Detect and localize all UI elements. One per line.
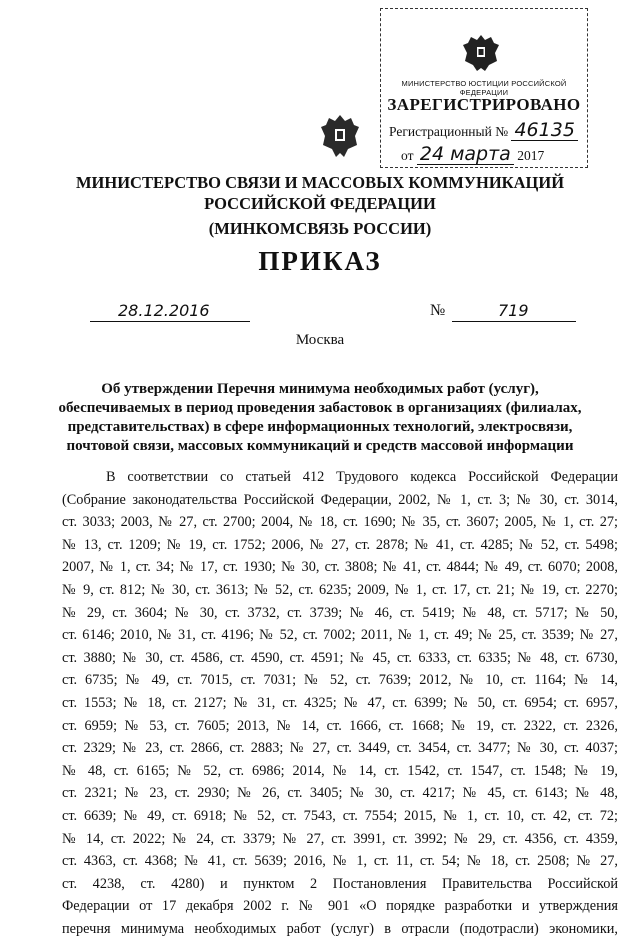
stamp-registered-label: ЗАРЕГИСТРИРОВАНО (387, 95, 581, 114)
body-line: ст. 2321; № 23, ст. 2930; № 26, ст. 3405; № 30, ст. 4217; № 45, ст. 6143; № 48, (62, 785, 618, 802)
body-line: ст. 4363, ст. 4368; № 41, ст. 5639; 2016, № 1, ст. 11, ст. 54; № 18, ст. 2508; № 27, (62, 853, 618, 870)
body-line: (Собрание законодательства Российской Федерации, 2002, № 1, ст. 3; № 30, ст. 3014, (62, 491, 618, 508)
number-sign: № (430, 302, 446, 319)
subject-line: почтовой связи, массовых коммуникаций и средств массовой информации (66, 438, 574, 454)
subject-line: представительствах) в сфере информационных технологий, электросвязи, (67, 419, 573, 435)
document-type-title: ПРИКАЗ (258, 246, 382, 276)
body-line: ст. 6639; № 49, ст. 6918; № 52, ст. 7543, ст. 7554; 2015, № 1, ст. 10, ст. 42, ст. 72; (62, 807, 618, 824)
body-line: В соответствии со статьей 412 Трудового кодекса Российской Федерации (106, 469, 618, 485)
order-number-field (452, 301, 576, 322)
ministry-name-line1: МИНИСТЕРСТВО СВЯЗИ И МАССОВЫХ КОММУНИКАЦИЙ (75, 173, 565, 192)
body-line: № 48, ст. 6165; № 52, ст. 6986; 2014, № 14, ст. 1542, ст. 1547, ст. 1548; № 19, (62, 762, 618, 779)
city: Москва (295, 332, 345, 348)
stamp-reg-number-line (389, 121, 578, 141)
coat-of-arms-emblem (320, 112, 360, 165)
body-line: № 13, ст. 1209; № 19, ст. 1752; 2006, № 27, ст. 2878; № 41, ст. 4285; № 52, ст. 5498; (62, 536, 618, 553)
stamp-reg-number: 46135 (511, 121, 577, 141)
subject-line: обеспечиваемых в период проведения забастовок в организациях (филиалах, (58, 400, 582, 416)
order-subject (50, 380, 590, 456)
ministry-short-name: (МИНКОМСВЯЗЬ РОССИИ) (208, 219, 432, 238)
stamp-year: 2017 (517, 148, 545, 163)
body-line: № 9, ст. 812; № 30, ст. 3613; № 52, ст. 6235; 2009, № 1, ст. 17, ст. 21; № 19, ст. 2270; (62, 581, 618, 598)
order-body (62, 466, 618, 940)
body-line: 2007, № 1, ст. 34; № 17, ст. 1930; № 30, ст. 3808; № 41, ст. 4844; № 49, ст. 6070; 2008, (62, 559, 618, 576)
body-line: перечня минимума необходимых работ (услуг) в отрасли (подотрасли) экономики, (62, 920, 618, 937)
coat-of-arms-emblem-small (461, 31, 501, 80)
registration-stamp (380, 8, 588, 168)
stamp-date-prefix: от (401, 148, 414, 163)
ministry-name-line2: РОССИЙСКОЙ ФЕДЕРАЦИИ (204, 194, 436, 213)
body-line: ст. 6146; 2010, № 31, ст. 4196; № 52, ст. 7002; 2011, № 1, ст. 49; № 25, ст. 3539; № 27, (62, 627, 618, 644)
body-line: ст. 6735; № 49, ст. 7015, ст. 7031; № 52, ст. 7639; 2012, № 10, ст. 1164; № 14, (62, 672, 618, 689)
body-line: ст. 2329; № 23, ст. 2866, ст. 2883; № 27, ст. 3449, ст. 3454, ст. 3477; № 30, ст. 4037; (62, 740, 618, 757)
body-line: ст. 4238, ст. 4280) и пунктом 2 Постановления Правительства Российской (62, 875, 618, 892)
order-date: 28.12.2016 (118, 301, 210, 320)
stamp-ministry-name: МИНИСТЕРСТВО ЮСТИЦИИ РОССИЙСКОЙ ФЕДЕРАЦИИ (401, 79, 567, 97)
stamp-reg-number-label: Регистрационный № (389, 124, 509, 139)
order-number: 719 (498, 301, 529, 320)
body-line: ст. 1553; № 18, ст. 2127; № 31, ст. 4325; № 47, ст. 6399; № 50, ст. 6954; ст. 6957, (62, 694, 618, 711)
body-line: ст. 6959; № 53, ст. 7605; 2013, № 14, ст. 1666, ст. 1668; № 19, ст. 2322, ст. 2326, (62, 717, 618, 734)
stamp-date-line (401, 145, 544, 165)
body-line: № 29, ст. 3604; № 30, ст. 3732, ст. 3739; № 46, ст. 5419; № 48, ст. 5717; № 50, (62, 604, 618, 621)
body-line: Федерации от 17 декабря 2002 г. № 901 «О порядке разработки и утверждения (62, 898, 618, 915)
subject-line: Об утверждении Перечня минимума необходимых работ (услуг), (101, 381, 539, 397)
order-date-field (90, 301, 250, 322)
stamp-date-handwritten: 24 марта (417, 145, 514, 165)
body-line: № 14, ст. 2022; № 24, ст. 3379; № 27, ст. 3991, ст. 3992; № 29, ст. 4356, ст. 4359, (62, 830, 618, 847)
body-line: ст. 3033; 2003, № 27, ст. 2700; 2004, № 18, ст. 1690; № 35, ст. 3607; 2005, № 1, ст. 27; (62, 514, 618, 531)
body-line: ст. 3880; № 30, ст. 4586, ст. 4590, ст. 4591; № 45, ст. 6333, ст. 6335; № 48, ст. 6730, (62, 649, 618, 666)
